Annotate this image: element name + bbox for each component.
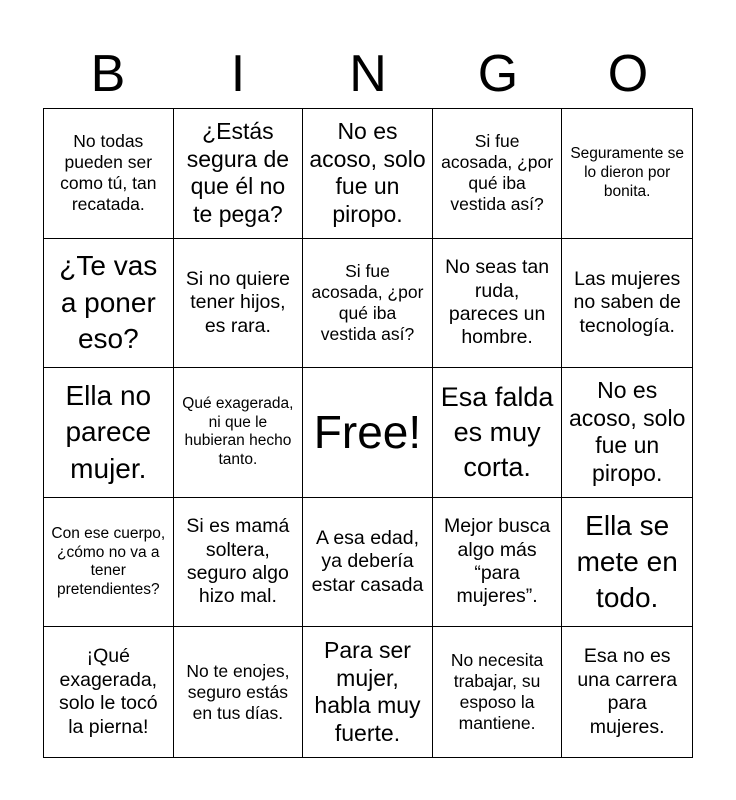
bingo-cell: No es acoso, solo fue un piropo.: [303, 109, 433, 239]
bingo-cell: Seguramente se lo dieron por bonita.: [562, 109, 692, 239]
bingo-cell: Si fue acosada, ¿por qué iba vestida así?: [433, 109, 563, 239]
bingo-cell: A esa edad, ya debería estar casada: [303, 498, 433, 628]
bingo-cell: No te enojes, seguro estás en tus días.: [174, 627, 304, 757]
bingo-cell: Si no quiere tener hijos, es rara.: [174, 239, 304, 369]
bingo-cell: Esa falda es muy corta.: [433, 368, 563, 498]
bingo-cell: Si es mamá soltera, seguro algo hizo mal.: [174, 498, 304, 628]
header-letter-b: B: [90, 45, 126, 103]
header-letter-o: O: [607, 45, 649, 103]
bingo-cell: No seas tan ruda, pareces un hombre.: [433, 239, 563, 369]
bingo-cell: ¡Qué exagerada, solo le tocó la pierna!: [44, 627, 174, 757]
bingo-cell: Con ese cuerpo, ¿cómo no va a tener pretendientes?: [44, 498, 174, 628]
header-letter-g: G: [477, 45, 519, 103]
bingo-header: [43, 44, 693, 104]
bingo-cell: ¿Estás segura de que él no te pega?: [174, 109, 304, 239]
bingo-card: [43, 108, 693, 758]
bingo-cell: Para ser mujer, habla muy fuerte.: [303, 627, 433, 757]
header-letter-n: N: [349, 45, 387, 103]
bingo-cell: No es acoso, solo fue un piropo.: [562, 368, 692, 498]
bingo-cell: Si fue acosada, ¿por qué iba vestida así?: [303, 239, 433, 369]
bingo-cell: Mejor busca algo más “para mujeres”.: [433, 498, 563, 628]
bingo-cell: Ella no parece mujer.: [44, 368, 174, 498]
header-letter-i: I: [230, 45, 246, 103]
bingo-cell: Las mujeres no saben de tecnología.: [562, 239, 692, 369]
free-space: Free!: [303, 368, 433, 498]
bingo-cell: ¿Te vas a poner eso?: [44, 239, 174, 369]
bingo-cell: Qué exagerada, ni que le hubieran hecho tanto.: [174, 368, 304, 498]
bingo-cell: No todas pueden ser como tú, tan recatada.: [44, 109, 174, 239]
bingo-cell: No necesita trabajar, su esposo la mantiene.: [433, 627, 563, 757]
bingo-cell: Esa no es una carrera para mujeres.: [577, 645, 678, 738]
bingo-cell: Ella se mete en todo.: [562, 498, 692, 628]
